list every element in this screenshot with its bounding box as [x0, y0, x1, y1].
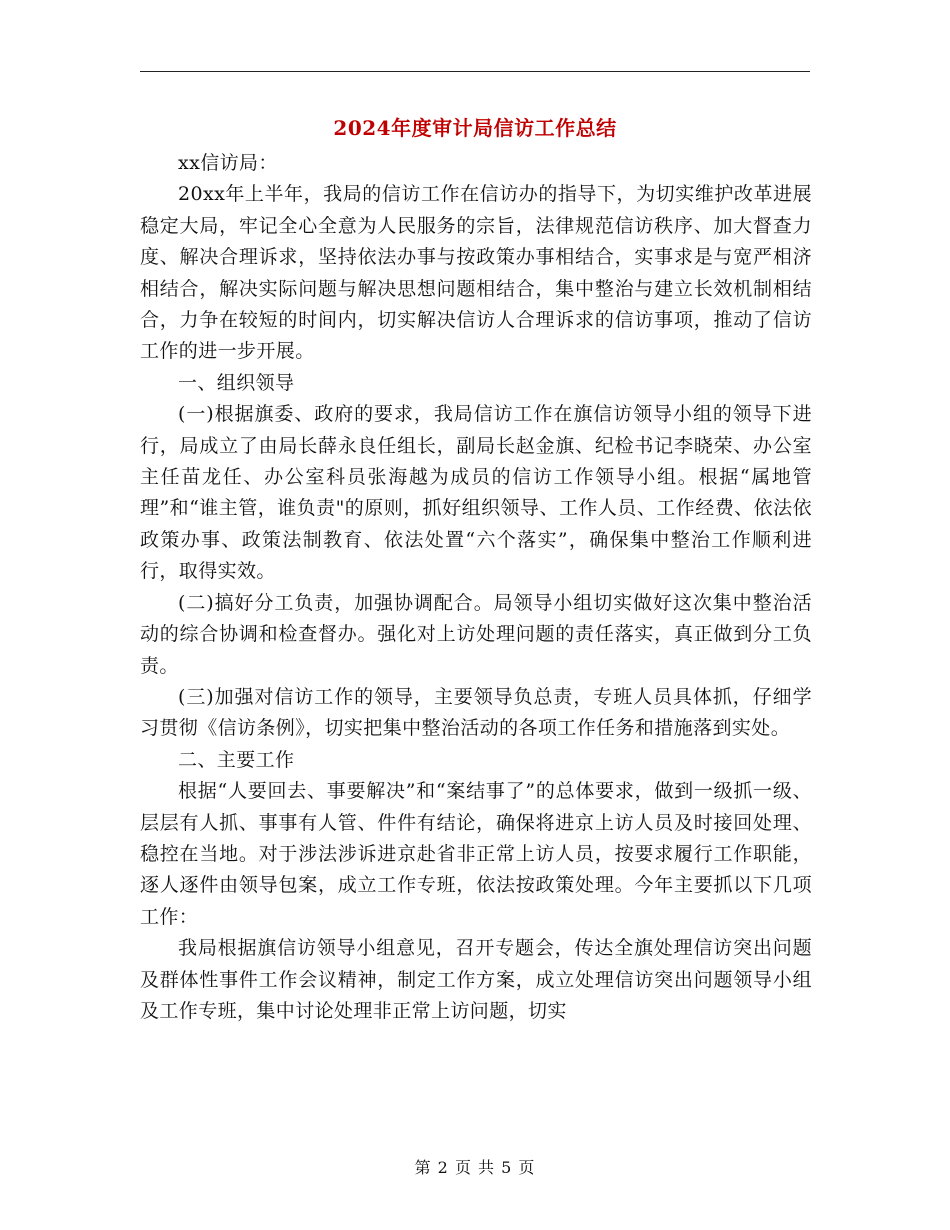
- document-body: [140, 148, 812, 1027]
- page-footer: 第 2 页 共 5 页: [414, 1158, 536, 1177]
- document-title: 2024年度审计局信访工作总结: [333, 116, 617, 140]
- paragraph-org-1: (一)根据旗委、政府的要求，我局信访工作在旗信访领导小组的领导下进行，局成立了由局长薛永良任组长，副局长赵金旗、纪检书记李晓荣、办公室主任苗龙任、办公室科员张海越为成员的信访工作领导小组。根据“属地管理”和“谁主管，谁负责"的原则，抓好组织领导、工作人员、工作经费、依法依政策办事、政策法制教育、依法处置“六个落实”，确保集中整治工作顺利进行，取得实效。: [140, 403, 812, 583]
- header-rule: [140, 71, 810, 72]
- section-heading-main-work: 二、主要工作: [178, 748, 295, 771]
- paragraph-org-2: (二)搞好分工负责，加强协调配合。局领导小组切实做好这次集中整治活动的综合协调和检查督办。强化对上访处理问题的责任落实，真正做到分工负责。: [140, 591, 812, 677]
- section-heading-organization: 一、组织领导: [178, 371, 295, 394]
- paragraph-org-3: (三)加强对信访工作的领导，主要领导负总责，专班人员具体抓，仔细学习贯彻《信访条例》，切实把集中整治活动的各项工作任务和措施落到实处。: [140, 685, 812, 740]
- salutation: xx信访局：: [178, 152, 278, 174]
- paragraph-main-work-2: 我局根据旗信访领导小组意见，召开专题会，传达全旗处理信访突出问题及群体性事件工作会议精神，制定工作方案，成立处理信访突出问题领导小组及工作专班，集中讨论处理非正常上访问题，切实: [140, 937, 812, 1022]
- paragraph-main-work-1: 根据“人要回去、事要解决”和“案结事了”的总体要求，做到一级抓一级、层层有人抓、事事有人管、件件有结论，确保将进京上访人员及时接回处理、稳控在当地。对于涉法涉诉进京赴省非正常上访人员，按要求履行工作职能，逐人逐件由领导包案，成立工作专班，依法按政策处理。今年主要抓以下几项工作：: [140, 780, 812, 928]
- paragraph-intro: 20xx年上半年，我局的信访工作在信访办的指导下，为切实维护改革进展稳定大局，牢记全心全意为人民服务的宗旨，法律规范信访秩序、加大督查力度、解决合理诉求，坚持依法办事与按政策办事相结合，实事求是与宽严相济相结合，解决实际问题与解决思想问题相结合，集中整治与建立长效机制相结合，力争在较短的时间内，切实解决信访人合理诉求的信访事项，推动了信访工作的进一步开展。: [140, 183, 812, 363]
